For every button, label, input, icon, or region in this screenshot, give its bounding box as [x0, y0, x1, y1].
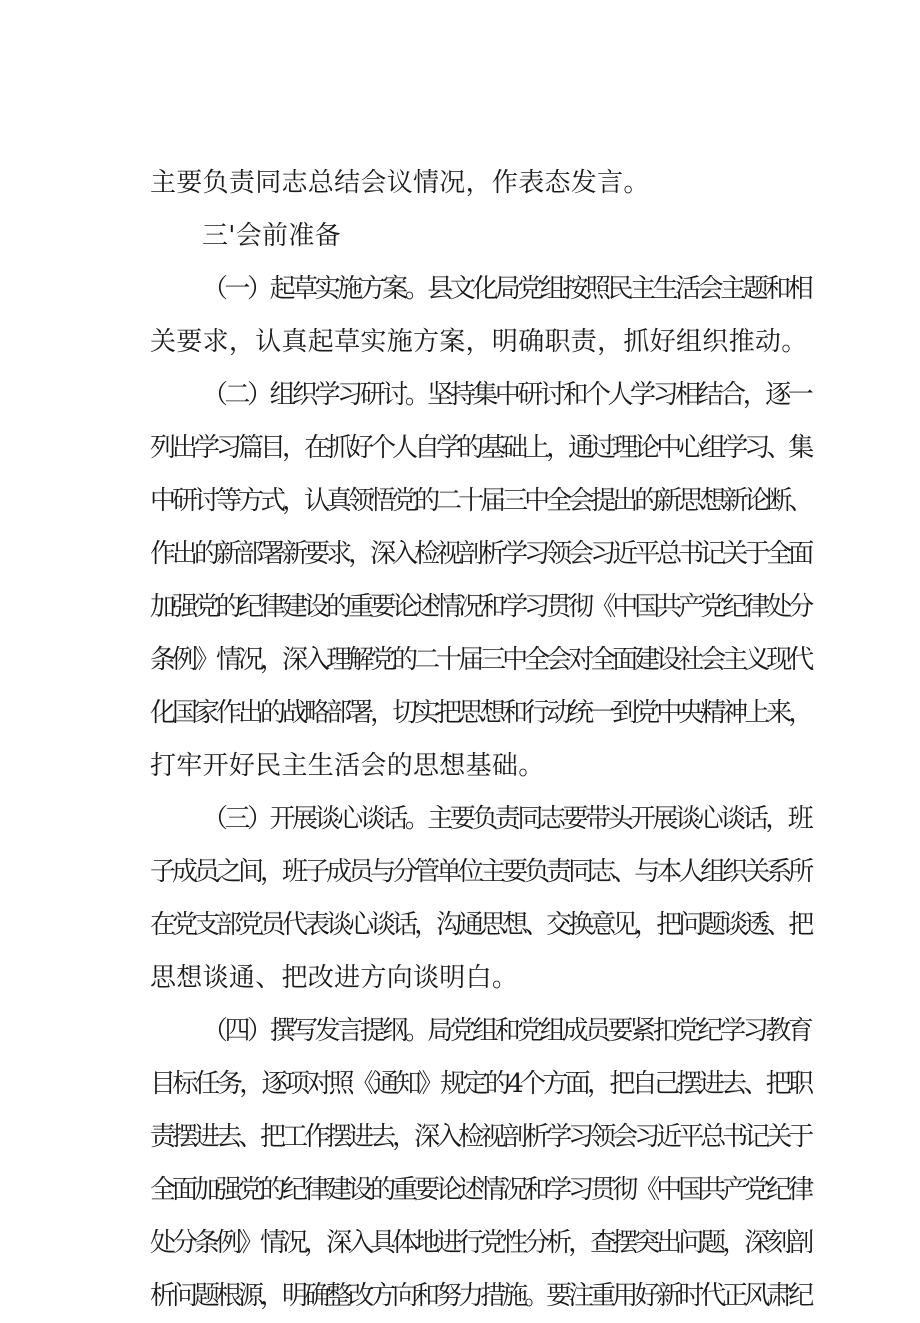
paragraph-line: 责摆进去、把工作摆进去，深入检视剖析学习领会习近平总书记关于: [150, 1122, 810, 1152]
paragraph-line: 条例》情况，深入理解党的二十届三中全会对全面建设社会主义现代: [150, 645, 810, 675]
paragraph-line: 思想谈通、把改进方向谈明白。: [150, 963, 519, 993]
paragraph-line: （四）撰写发言提纲。局党组和党组成员要紧扣党纪学习教育: [202, 1016, 810, 1046]
paragraph-line: 作出的新部署新要求，深入检视剖析学习领会习近平总书记关于全面: [150, 539, 810, 569]
document-body: [150, 157, 810, 1323]
paragraph-line: （二）组织学习研讨。坚持集中研讨和个人学习相结合，逐一: [202, 380, 810, 410]
paragraph-line: 化国家作出的战略部署，切实把思想和行动统一到党中央精神上来，: [150, 698, 810, 728]
paragraph-line: 打牢开好民主生活会的思想基础。: [150, 751, 545, 781]
paragraph-line: 处分条例》情况，深入具体地进行党性分析，查摆突出问题，深刻剖: [150, 1228, 810, 1258]
paragraph-line: （一）起草实施方案。县文化局党组按照民主生活会主题和相: [202, 274, 810, 304]
paragraph-line: 中研讨等方式，认真领悟党的二十届三中全会提出的新思想新论断、: [150, 486, 810, 516]
paragraph-line: 全面加强党的纪律建设的重要论述情况和学习贯彻《中国共产党纪律: [150, 1175, 810, 1205]
paragraph-line: 关要求，认真起草实施方案，明确职责，抓好组织推动。: [150, 327, 808, 357]
paragraph-line: 目标任务，逐项对照《通知》规定的4个方面，把自己摆进去、把职: [150, 1069, 810, 1099]
paragraph-line: 加强党的纪律建设的重要论述情况和学习贯彻《中国共产党纪律处分: [150, 592, 810, 622]
section-heading: 三'会前准备: [202, 221, 341, 251]
paragraph-line: 在党支部党员代表谈心谈话，沟通思想、交换意见，把问题谈透、把: [150, 910, 810, 940]
paragraph-line: 列出学习篇目，在抓好个人自学的基础上，通过理论中心组学习、集: [150, 433, 810, 463]
paragraph-line: 析问题根源，明确整改方向和努力措施。要注重用好新时代正风肃纪: [150, 1281, 810, 1311]
paragraph-line: 主要负责同志总结会议情况，作表态发言。: [150, 168, 650, 198]
paragraph-line: （三）开展谈心谈话。主要负责同志要带头开展谈心谈话，班: [202, 804, 810, 834]
paragraph-line: 子成员之间，班子成员与分管单位主要负责同志、与本人组织关系所: [150, 857, 810, 887]
